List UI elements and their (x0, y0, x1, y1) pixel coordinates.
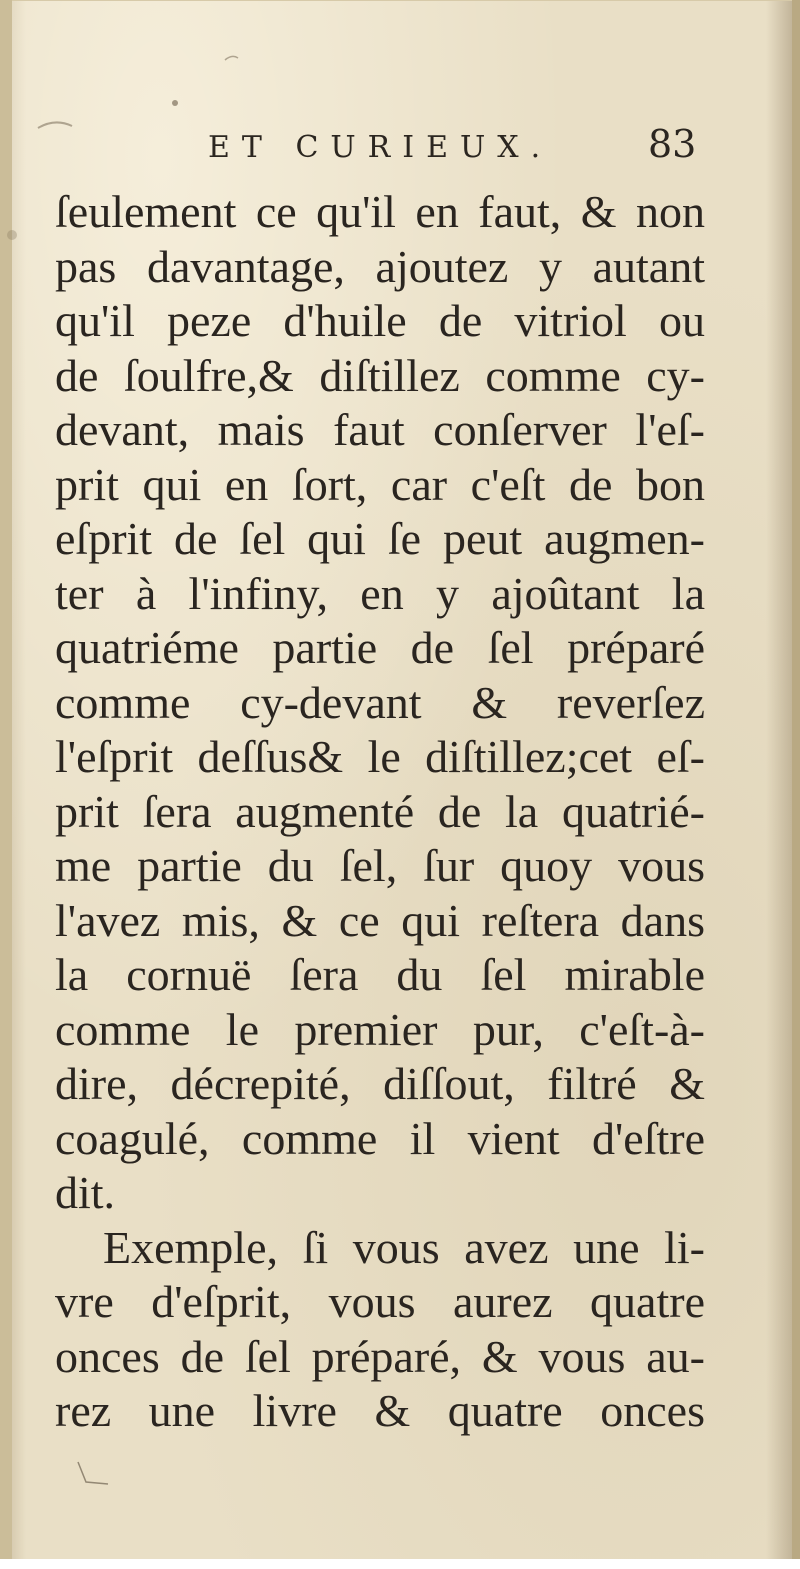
page-number: 83 (648, 122, 697, 166)
text-line: quatriéme partie de ſel préparé (55, 622, 705, 673)
scan-bottom-margin (0, 1559, 800, 1569)
text-line: prit ſera augmenté de la quatrié- (55, 785, 705, 837)
text-line: qu'il peze d'huile de vitriol ou (55, 295, 705, 346)
text-line: dit. (55, 1167, 116, 1218)
text-line: me partie du ſel, ſur quoy vous (55, 840, 705, 891)
text-line: ter à l'infiny, en y ajoûtant la (55, 567, 705, 619)
text-line: de ſoulfre,& diſtillez comme cy- (55, 349, 705, 401)
text-line: ſeulement ce qu'il en faut, & non (55, 186, 705, 237)
text-line: eſprit de ſel qui ſe peut augmen- (55, 513, 705, 564)
text-line: comme le premier pur, c'eſt-à- (55, 1003, 705, 1055)
text-line: l'avez mis, & ce qui reſtera dans (55, 894, 705, 946)
running-head (0, 120, 800, 180)
page-left-edge (0, 0, 12, 1569)
text-line: la cornuë ſera du ſel mirable (55, 949, 705, 1000)
text-line: vre d'eſprit, vous aurez quatre (55, 1276, 705, 1327)
text-line: rez une livre & quatre onces (55, 1385, 705, 1436)
text-line: coagulé, comme il vient d'eſtre (55, 1112, 705, 1164)
running-title: ET CURIEUX. (208, 130, 553, 165)
text-line: l'eſprit deſſus& le diſtillez;cet eſ- (55, 731, 705, 782)
page-right-edge (792, 0, 800, 1569)
text-line: Exemple, ſi vous avez une li- (103, 1221, 705, 1273)
text-line: comme cy-devant & reverſez (55, 676, 705, 728)
text-line: dire, décrepité, diſſout, filtré & (55, 1058, 705, 1109)
text-line: prit qui en ſort, car c'eſt de bon (55, 458, 705, 510)
text-line: devant, mais faut conſerver l'eſ- (55, 404, 705, 455)
text-line: pas davantage, ajoutez y autant (55, 240, 705, 292)
body-text (55, 185, 705, 1439)
text-line: onces de ſel préparé, & vous au- (55, 1330, 705, 1382)
